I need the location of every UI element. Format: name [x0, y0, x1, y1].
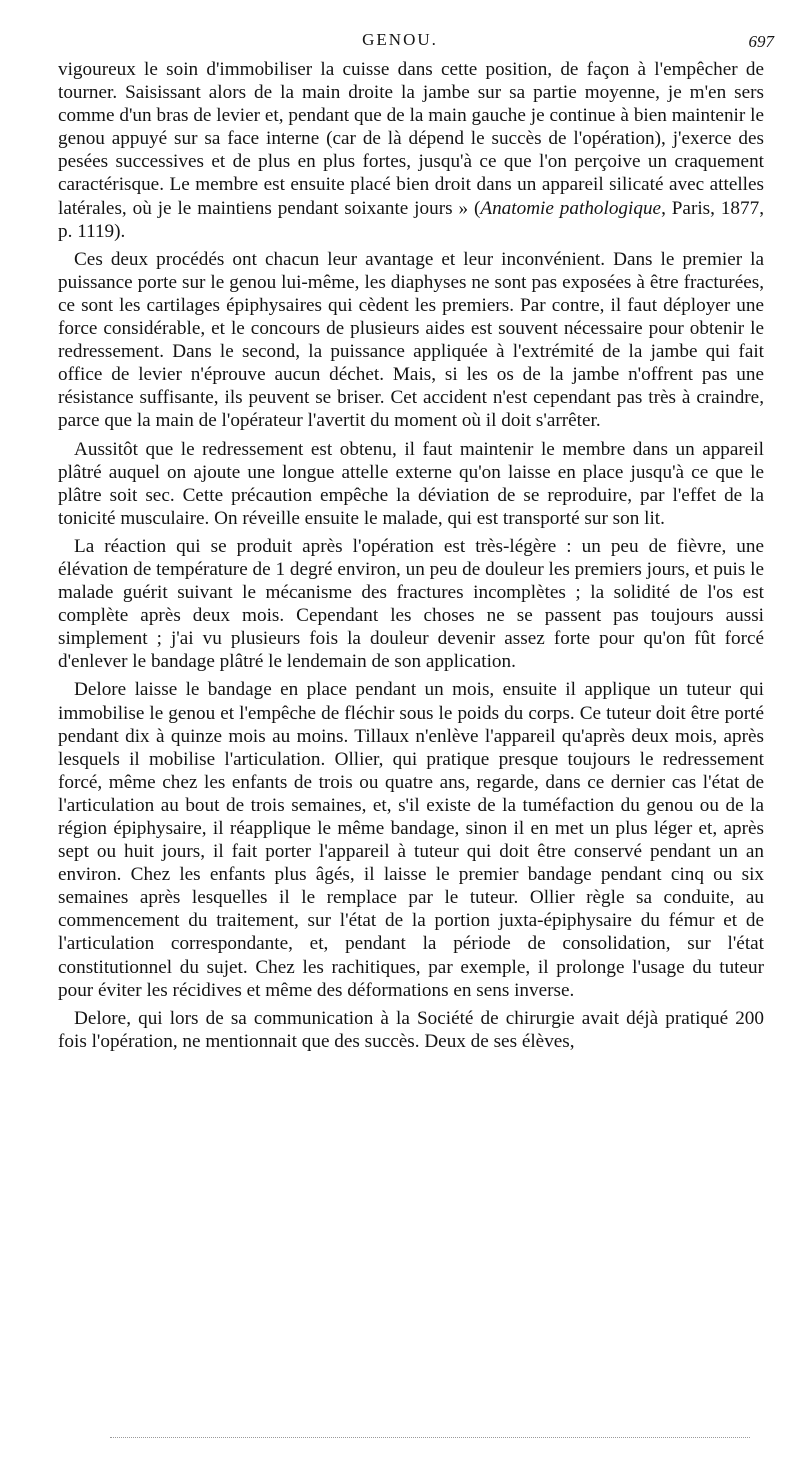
text-body [58, 58, 764, 1058]
paragraph-5: Delore laisse le bandage en place pendant un mois, ensuite il applique un tuteur qui immobilise le genou et l'empêche de fléchir sous le poids du corps. Ce tuteur doit être porté pendant dix à quinze mois au moins. Tillaux n'enlève l'appareil qu'après deux mois, après lesquels il mobilise l'articulation. Ollier, qui pratique presque toujours le redressement forcé, même chez les enfants de trois ou quatre ans, regarde, dans ce dernier cas l'état de l'articulation au bout de trois semaines, et, s'il existe de la tuméfaction du genou ou de la région épiphysaire, il réapplique le même bandage, sinon il en met un plus léger et, après sept ou huit jours, il fait porter l'appareil à tuteur qui doit être conservé pendant un an environ. Chez les enfants plus âgés, il laisse le premier bandage pendant cinq ou six semaines après lesquelles il le remplace par le tuteur. Ollier règle sa conduite, au commencement du traitement, sur l'état de la portion juxta-épiphysaire du fémur et de l'articulation correspondante, et, pendant la période de consolidation, sur l'état constitutionnel du sujet. Chez les rachitiques, par exemple, il prolonge l'usage du tuteur pour éviter les récidives et même des déformations en sens inverse. [58, 679, 764, 1001]
paragraph-1 [58, 58, 764, 243]
page-header [0, 30, 800, 56]
citation-tail: , Paris, 1877, p. 1119). [58, 197, 765, 242]
citation-title: Anatomie pathologique [480, 197, 662, 219]
footer-dotted-rule [110, 1437, 750, 1438]
running-title: GENOU. [362, 30, 438, 49]
paragraph-6: Delore, qui lors de sa communication à la Société de chirurgie avait déjà pratiqué 200 fois l'opération, ne mentionnait que des succès. Deux de ses élèves, [58, 1007, 764, 1052]
page-number: 697 [748, 32, 774, 51]
paragraph-1-text: vigoureux le soin d'immobiliser la cuisse dans cette position, de façon à l'empêcher de tourner. Saisissant alors de la main droite la jambe sur sa partie moyenne, je m'en sers comme d'un bras de levier et, pendant que de la main gauche je continue à bien maintenir le genou appuyé sur sa face interne (car de là dépend le succès de l'opération), j'exerce des pesées successives et de plus en plus fortes, jusqu'à ce que l'on perçoive un craquement caractérisque. Le membre est ensuite placé bien droit dans un appareil silicaté avec attelles latérales, où je le maintiens pendant soixante jours » ( [58, 59, 764, 219]
paragraph-2: Ces deux procédés ont chacun leur avantage et leur inconvénient. Dans le premier la puissance porte sur le genou lui-même, les diaphyses ne sont pas exposées à être fracturées, ce sont les cartilages épiphysaires qui cèdent les premiers. Par contre, il faut déployer une force considérable, et le concours de plusieurs aides est souvent nécessaire pour obtenir le redressement. Dans le second, la puissance appliquée à l'extrémité de la jambe qui fait office de levier n'éprouve aucun déchet. Mais, si les os de la jambe n'offrent pas une résistance suffisante, ils peuvent se briser. Cet accident n'est cependant pas très à craindre, parce que la main de l'opérateur l'avertit du moment où il doit s'arrêter. [58, 248, 764, 432]
paragraph-3: Aussitôt que le redressement est obtenu, il faut maintenir le membre dans un appareil plâtré auquel on ajoute une longue attelle externe qu'on laisse en place jusqu'à ce que le plâtre soit sec. Cette précaution empêche la déviation de se reproduire, par l'effet de la tonicité musculaire. On réveille ensuite le malade, qui est transporté sur son lit. [58, 438, 764, 529]
paragraph-4: La réaction qui se produit après l'opération est très-légère : un peu de fièvre, une élévation de température de 1 degré environ, un peu de douleur les premiers jours, et puis le malade guérit suivant le mécanisme des fractures incomplètes ; la solidité de l'os est complète après deux mois. Cependant les choses ne se passent pas toujours aussi simplement ; j'ai vu plusieurs fois la douleur devenir assez forte pour qu'on fût forcé d'enlever le bandage plâtré le lendemain de son application. [58, 535, 764, 673]
